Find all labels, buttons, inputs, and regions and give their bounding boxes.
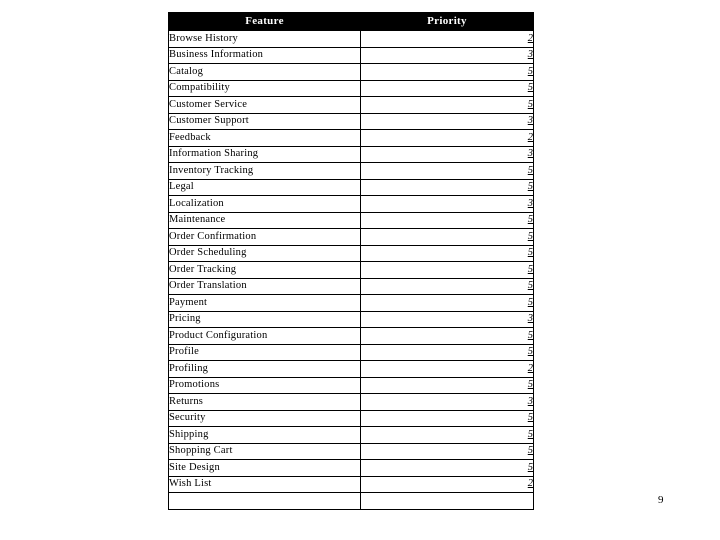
feature-cell: Payment	[169, 295, 361, 312]
feature-cell: Business Information	[169, 47, 361, 64]
feature-cell: Browse History	[169, 31, 361, 48]
feature-cell: Inventory Tracking	[169, 163, 361, 180]
feature-cell: Legal	[169, 179, 361, 196]
table-row	[169, 427, 534, 444]
priority-cell: 3	[361, 394, 534, 411]
feature-cell: Order Scheduling	[169, 245, 361, 262]
feature-cell: Feedback	[169, 130, 361, 147]
table-row	[169, 476, 534, 493]
priority-cell: 5	[361, 64, 534, 81]
priority-cell: 2	[361, 361, 534, 378]
table-row	[169, 245, 534, 262]
feature-cell: Catalog	[169, 64, 361, 81]
table-header-row	[169, 13, 534, 31]
priority-cell: 5	[361, 245, 534, 262]
feature-cell: Order Confirmation	[169, 229, 361, 246]
priority-cell: 5	[361, 460, 534, 477]
priority-cell-empty	[361, 493, 534, 510]
feature-cell: Wish List	[169, 476, 361, 493]
feature-cell: Pricing	[169, 311, 361, 328]
priority-cell: 3	[361, 47, 534, 64]
table-row	[169, 97, 534, 114]
table-row	[169, 394, 534, 411]
table-row	[169, 130, 534, 147]
feature-cell: Order Tracking	[169, 262, 361, 279]
table-row	[169, 295, 534, 312]
table-row	[169, 443, 534, 460]
table-row	[169, 278, 534, 295]
table-row	[169, 344, 534, 361]
priority-cell: 3	[361, 113, 534, 130]
feature-cell: Maintenance	[169, 212, 361, 229]
priority-cell: 5	[361, 80, 534, 97]
page-number: 9	[658, 494, 664, 506]
priority-cell: 5	[361, 295, 534, 312]
priority-cell: 5	[361, 97, 534, 114]
feature-cell: Returns	[169, 394, 361, 411]
table-row	[169, 328, 534, 345]
table-row-partial	[169, 493, 534, 510]
table-header	[169, 13, 534, 31]
feature-cell: Product Configuration	[169, 328, 361, 345]
feature-cell: Security	[169, 410, 361, 427]
priority-cell: 3	[361, 311, 534, 328]
table-row	[169, 410, 534, 427]
feature-cell: Site Design	[169, 460, 361, 477]
table-row	[169, 196, 534, 213]
table-row	[169, 311, 534, 328]
feature-cell: Profile	[169, 344, 361, 361]
table-row	[169, 146, 534, 163]
table-row	[169, 179, 534, 196]
table-row	[169, 212, 534, 229]
feature-cell: Customer Service	[169, 97, 361, 114]
feature-cell: Order Translation	[169, 278, 361, 295]
table-row	[169, 229, 534, 246]
priority-cell: 2	[361, 476, 534, 493]
feature-priority-table	[168, 12, 534, 510]
priority-cell: 5	[361, 229, 534, 246]
feature-cell: Shipping	[169, 427, 361, 444]
table-row	[169, 460, 534, 477]
feature-cell: Localization	[169, 196, 361, 213]
feature-table-footer	[169, 493, 534, 510]
feature-cell: Shopping Cart	[169, 443, 361, 460]
feature-cell: Profiling	[169, 361, 361, 378]
feature-table-body	[169, 31, 534, 493]
priority-cell: 5	[361, 344, 534, 361]
priority-column-header: Priority	[361, 13, 534, 31]
priority-cell: 5	[361, 179, 534, 196]
priority-cell: 5	[361, 377, 534, 394]
table-row	[169, 47, 534, 64]
table-row	[169, 262, 534, 279]
priority-cell: 5	[361, 443, 534, 460]
priority-cell: 5	[361, 427, 534, 444]
feature-cell: Customer Support	[169, 113, 361, 130]
priority-cell: 5	[361, 328, 534, 345]
feature-cell: Information Sharing	[169, 146, 361, 163]
priority-cell: 3	[361, 196, 534, 213]
feature-cell: Compatibility	[169, 80, 361, 97]
priority-cell: 3	[361, 146, 534, 163]
priority-cell: 5	[361, 212, 534, 229]
table-row	[169, 113, 534, 130]
table-row	[169, 163, 534, 180]
feature-cell-empty	[169, 493, 361, 510]
priority-cell: 5	[361, 163, 534, 180]
feature-column-header: Feature	[169, 13, 361, 31]
table-row	[169, 361, 534, 378]
priority-cell: 5	[361, 410, 534, 427]
priority-cell: 5	[361, 262, 534, 279]
priority-cell: 2	[361, 130, 534, 147]
table-row	[169, 377, 534, 394]
priority-cell: 2	[361, 31, 534, 48]
priority-cell: 5	[361, 278, 534, 295]
table-row	[169, 80, 534, 97]
feature-cell: Promotions	[169, 377, 361, 394]
table-row	[169, 64, 534, 81]
table-row	[169, 31, 534, 48]
